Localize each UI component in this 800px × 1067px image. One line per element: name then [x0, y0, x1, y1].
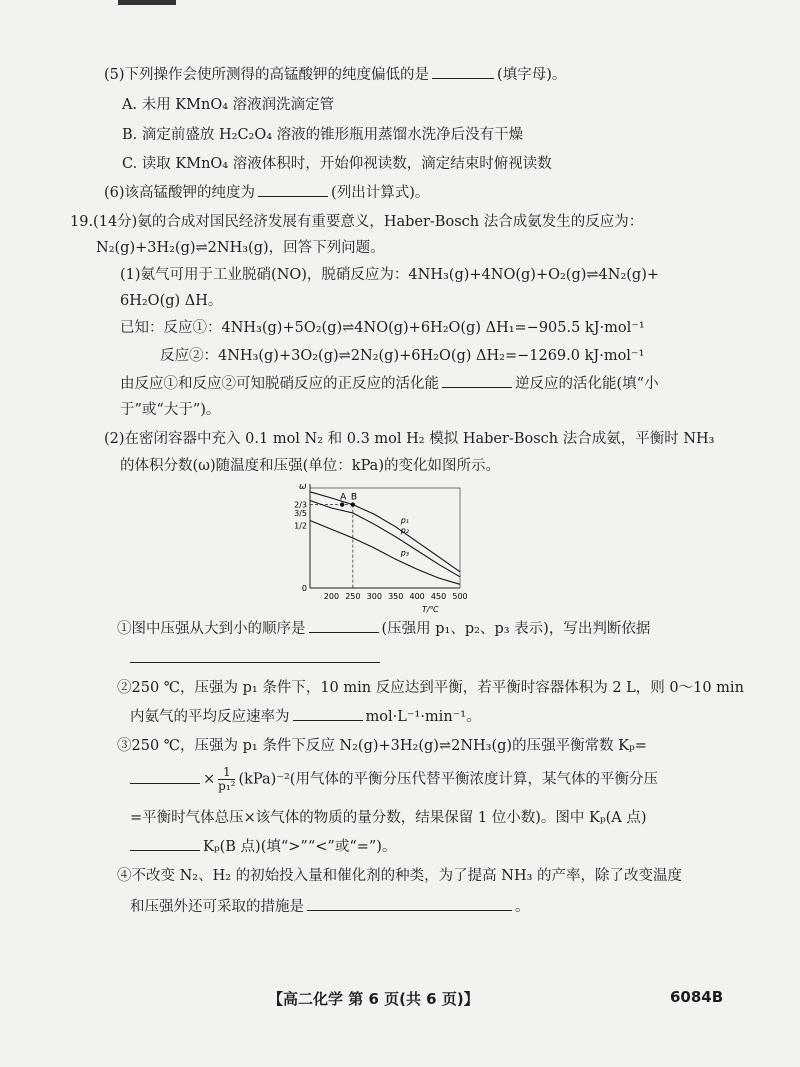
q19-part1-ask-a: 由反应①和反应②可知脱硝反应的正反应的活化能 [120, 376, 439, 392]
x-axis-label: T/℃ [422, 605, 439, 614]
series-line-1 [310, 492, 460, 572]
q19-sub4-period: 。 [515, 899, 530, 915]
q19-sub3-frac-num: 1 [218, 766, 235, 780]
footer-page-info: 【高二化学 第 6 页(共 6 页)】 [268, 990, 479, 1008]
q5-answer-blank[interactable] [432, 64, 494, 79]
q6-hint: (列出计算式)。 [331, 185, 430, 201]
q5-option-c: C. 读取 KMnO₄ 溶液体积时，开始仰视读数，滴定结束时俯视读数 [122, 156, 552, 172]
q19-part2-line1: (2)在密闭容器中充入 0.1 mol N₂ 和 0.3 mol H₂ 模拟 Haber-Bosch 法合成氨，平衡时 NH₃ [104, 431, 715, 447]
series-label-2: p₂ [400, 525, 410, 535]
q19-part1-answer-blank[interactable] [442, 373, 512, 388]
y-tick-label-0: 0 [301, 584, 307, 593]
q19-sub2-unit: mol·L⁻¹·min⁻¹。 [365, 709, 481, 725]
q19-sub3-d: Kₚ(B 点)(填“>”“<”或“=”)。 [203, 839, 397, 855]
q19-sub3-answer-blank-1[interactable] [130, 769, 200, 784]
x-tick-label-4: 400 [409, 592, 425, 601]
q19-sub3-frac-den: p₁² [218, 779, 236, 793]
series-label-3: p₃ [400, 548, 410, 558]
y-axis-label: ω [299, 482, 307, 492]
x-tick-label-5: 450 [430, 592, 447, 601]
x-tick-label-0: 200 [323, 592, 340, 601]
q19-sub1-b: (压强用 p₁、p₂、p₃ 表示)，写出判断依据 [381, 621, 651, 637]
q6-answer-blank[interactable] [258, 182, 328, 197]
q19-sub4-answer-blank[interactable] [307, 896, 512, 911]
q19-sub3-b: (kPa)⁻²(用气体的平衡分压代替平衡浓度计算，某气体的平衡分压 [238, 771, 658, 788]
q5-option-b: B. 滴定前盛放 H₂C₂O₄ 溶液的锥形瓶用蒸馏水洗净后没有干燥 [122, 127, 524, 143]
q5-option-a: A. 未用 KMnO₄ 溶液润洗滴定管 [122, 97, 335, 113]
y-tick-label-3: 2/3 [294, 500, 307, 510]
plot-frame [310, 488, 460, 588]
q5-stem: (5)下列操作会使所测得的高锰酸钾的纯度偏低的是 [104, 67, 430, 83]
y-tick-label-2: 3/5 [294, 509, 307, 518]
q5-hint: (填字母)。 [497, 67, 567, 83]
scan-mark [118, 0, 176, 5]
q19-known-reaction-1: 已知：反应①：4NH₃(g)+5O₂(g)⇌4NO(g)+6H₂O(g) ΔH₁=−905.5 kJ·mol⁻¹ [120, 320, 645, 336]
q19-part1-ask [120, 373, 659, 394]
q19-sub1 [117, 618, 650, 639]
x-tick-label-6: 500 [452, 592, 468, 601]
q19-sub3-answer-blank-2[interactable] [130, 836, 200, 851]
q19-sub1-a: ①图中压强从大到小的顺序是 [117, 621, 306, 637]
q19-sub3-c: =平衡时气体总压×该气体的物质的量分数，结果保留 1 位小数)。图中 Kₚ(A 点) [130, 810, 647, 826]
q19-sub1-answer-blank[interactable] [309, 618, 379, 633]
q19-sub4-a: ④不改变 N₂、H₂ 的初始投入量和催化剂的种类，为了提高 NH₃ 的产率，除了改变温度 [117, 868, 683, 884]
x-tick-label-1: 250 [345, 592, 361, 601]
x-tick-label-3: 350 [388, 592, 404, 601]
q19-sub3-a: ③250 ℃，压强为 p₁ 条件下反应 N₂(g)+3H₂(g)⇌2NH₃(g)的压强平衡常数 Kₚ= [117, 738, 647, 754]
q19-part1-ask-c: 于”或“大于”)。 [120, 402, 221, 418]
equilibrium-chart [290, 480, 490, 615]
q19-known-reaction-2: 反应②：4NH₃(g)+3O₂(g)⇌2N₂(g)+6H₂O(g) ΔH₂=−1269.0 kJ·mol⁻¹ [160, 348, 645, 364]
q19-sub2-b: 内氨气的平均反应速率为 [130, 709, 290, 725]
q19-part1-line1: (1)氨气可用于工业脱硝(NO)，脱硝反应为：4NH₃(g)+4NO(g)+O₂(g)⇌4N₂(g)+ [120, 267, 660, 283]
q6-line [104, 182, 429, 203]
q5-stem-line [104, 64, 566, 85]
q19-sub4-line2 [130, 896, 530, 917]
q19-part2-line2: 的体积分数(ω)随温度和压强(单位：kPa)的变化如图所示。 [120, 458, 500, 474]
q19-sub3-fraction [218, 766, 235, 793]
series-label-1: p₁ [400, 515, 410, 525]
point-label-B: B [350, 492, 358, 503]
q19-sub2-answer-blank[interactable] [293, 706, 363, 721]
q6-stem: (6)该高锰酸钾的纯度为 [104, 185, 256, 201]
x-tick-label-2: 300 [366, 592, 382, 601]
q19-intro-2: N₂(g)+3H₂(g)⇌2NH₃(g)，回答下列问题。 [96, 240, 385, 256]
point-A [340, 502, 344, 506]
q19-sub4-b: 和压强外还可采取的措施是 [130, 899, 304, 915]
y-tick-label-1: 1/2 [294, 521, 307, 531]
q19-sub3-times: × [203, 771, 216, 788]
q19-sub1-basis-blank[interactable] [130, 648, 380, 663]
q19-sub2-line2 [130, 706, 481, 727]
q19-sub3-line4 [130, 836, 396, 857]
q19-sub2-a: ②250 ℃，压强为 p₁ 条件下，10 min 反应达到平衡，若平衡时容器体积为 2 L，则 0～10 min [117, 680, 744, 696]
q19-part1-line2: 6H₂O(g) ΔH。 [120, 293, 223, 309]
point-B [351, 502, 355, 506]
footer-paper-code: 6084B [670, 988, 724, 1006]
point-label-A: A [340, 492, 347, 503]
q19-sub3-line2 [130, 766, 658, 793]
q19-part1-ask-b: 逆反应的活化能(填“小 [515, 376, 659, 392]
q19-intro-1: 19.(14分)氨的合成对国民经济发展有重要意义，Haber-Bosch 法合成氨发生的反应为： [70, 214, 644, 230]
q19-sub1-basis-line [130, 648, 380, 669]
series-line-2 [310, 501, 460, 577]
